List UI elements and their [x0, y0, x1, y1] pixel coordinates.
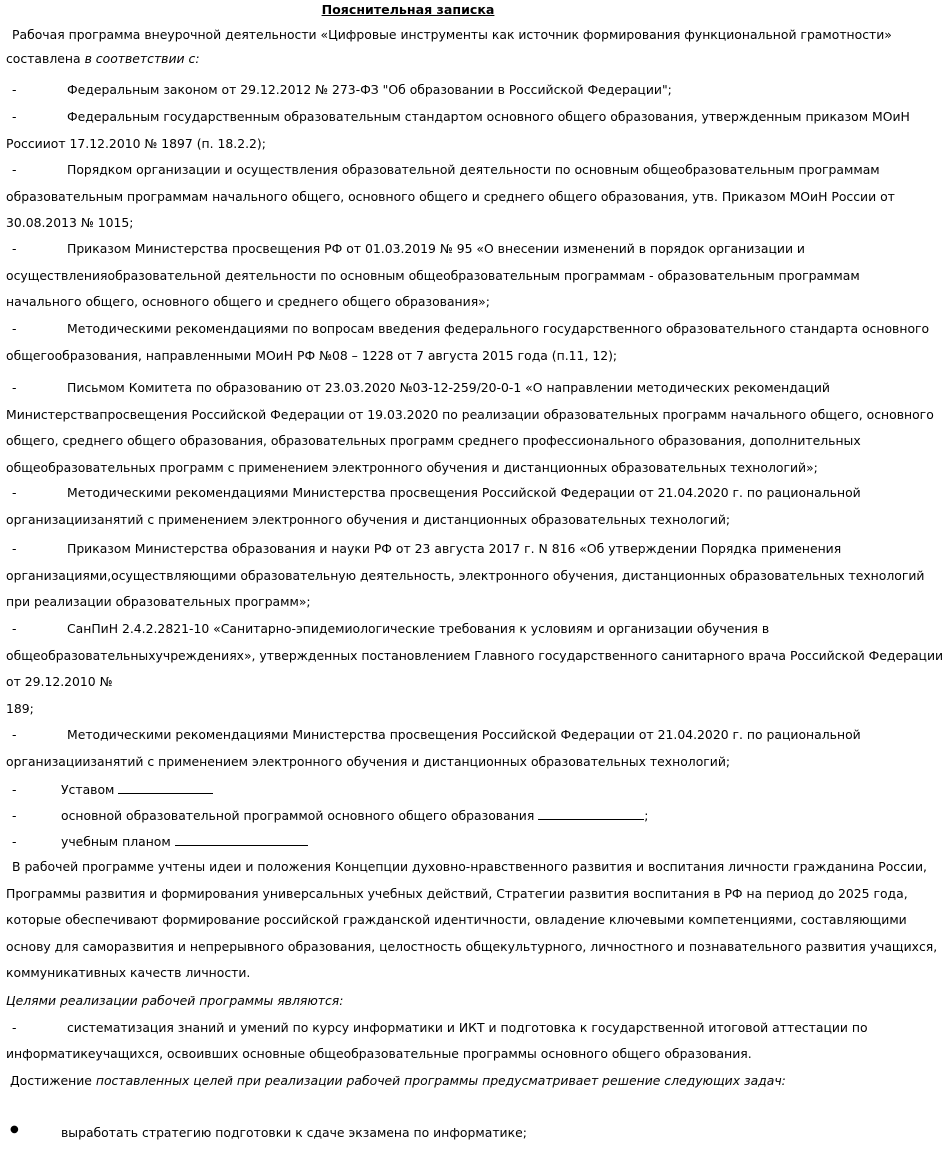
para-line: основу для саморазвития и непрерывного образования, целостность общекультурного, личностного и познавательного развития учащихся, — [6, 938, 938, 954]
blank-line — [538, 805, 644, 820]
ustav-label: Уставом — [61, 782, 115, 797]
item-line: Министерствапросвещения Российской Федерации от 19.03.2020 по реализации образовательных программ начального общего, основного — [6, 406, 934, 422]
item-line: Федеральным государственным образовательным стандартом основного общего образования, утвержденным приказом МОиН — [67, 109, 910, 124]
item-line: при реализации образовательных программ»; — [6, 594, 311, 609]
intro-paragraph — [6, 22, 892, 72]
dash: - — [12, 727, 17, 742]
item-line: начального общего, основного общего и среднего общего образования»; — [6, 294, 490, 309]
tasks-italic: поставленных целей при реализации рабочей программы предусматривает решение следующих задач: — [95, 1073, 786, 1088]
oop-end: ; — [644, 808, 649, 823]
blank-line — [118, 779, 213, 794]
dash: - — [12, 485, 17, 500]
dash: - — [12, 241, 17, 256]
dash: - — [12, 1020, 17, 1035]
item-line: Методическими рекомендациями Министерства просвещения Российской Федерации от 21.04.2020 г. по рациональной — [67, 485, 861, 500]
item-line: общеобразовательных программ с применением электронного обучения и дистанционных образовательных технологий»; — [6, 459, 818, 475]
dash: - — [12, 621, 17, 636]
item-line: общеобразовательныхучреждениях», утвержденных постановлением Главного государственного санитарного врача Российской Федерации — [6, 647, 943, 663]
goals-heading: Целями реализации рабочей программы являются: — [6, 993, 344, 1008]
intro-line: Рабочая программа внеурочной деятельности «Цифровые инструменты как источник формирования функциональной грамотности» — [12, 27, 892, 42]
para-line: Программы развития и формирования универсальных учебных действий, Стратегии развития воспитания в РФ на период до 2025 года, — [6, 885, 908, 901]
dash: - — [12, 109, 17, 124]
item-line: СанПиН 2.4.2.2821-10 «Санитарно-эпидемиологические требования к условиям и организации обучения в — [67, 621, 770, 636]
dash: - — [12, 162, 17, 177]
item-line: общего, среднего общего образования, образовательных программ среднего профессионального образования, дополнительных — [6, 433, 861, 448]
item-line: Россииот 17.12.2010 № 1897 (п. 18.2.2); — [6, 135, 266, 151]
item-line: общегообразования, направленными МОиН РФ №08 – 1228 от 7 августа 2015 года (п.11, 12); — [6, 347, 618, 363]
item-line: Порядком организации и осуществления образовательной деятельности по основным общеобразовательным программам — [67, 162, 880, 177]
item-line: от 29.12.2010 № — [6, 674, 113, 689]
item-line: Приказом Министерства образования и науки РФ от 23 августа 2017 г. N 816 «Об утверждении Порядка применения — [67, 541, 842, 556]
goal-line: информатикеучащихся, освоивших основные общеобразовательные программы основного общего образования. — [6, 1046, 752, 1061]
item-line: организациями,осуществляющими образовательную деятельность, электронного обучения, дистанционных образовательных технологий — [6, 567, 925, 583]
intro-text: составлена — [6, 50, 81, 66]
dash: - — [12, 321, 17, 336]
item-line: образовательным программам начального общего, основного общего и среднего общего образования, утв. Приказом МОиН России от — [6, 188, 895, 204]
oop-label: основной образовательной программой основного общего образования — [61, 808, 535, 823]
plan-label: учебным планом — [61, 834, 171, 849]
dash: - — [12, 541, 17, 556]
para-line: коммуникативных качеств личности. — [6, 965, 251, 980]
tasks-text: Достижение — [10, 1073, 92, 1088]
item-line: Письмом Комитета по образованию от 23.03.2020 №03-12-259/20-0-1 «О направлении методических рекомендаций — [67, 380, 830, 395]
item-line: организациизанятий с применением электронного обучения и дистанционных образовательных технологий; — [6, 753, 731, 769]
item-line: 189; — [6, 700, 34, 716]
dash: - — [12, 782, 17, 797]
para-line: В рабочей программе учтены идеи и положения Концепции духовно-нравственного развития и воспитания личности гражданина России, — [12, 859, 927, 874]
item-line: Методическими рекомендациями по вопросам введения федерального государственного образовательного стандарта основного — [67, 321, 930, 336]
concept-paragraph — [6, 854, 938, 987]
bullet-icon: ● — [10, 1124, 19, 1135]
title: Пояснительная записка — [321, 2, 495, 17]
dash: - — [12, 82, 17, 97]
intro-italic: в соответствии с: — [84, 50, 200, 66]
item-line: осуществленияобразовательной деятельности по основным общеобразовательным программам - образовательным программам — [6, 267, 860, 283]
goal-line: систематизация знаний и умений по курсу информатики и ИКТ и подготовка к государственной итоговой аттестации по — [67, 1020, 868, 1035]
dash: - — [12, 380, 17, 395]
para-line: которые обеспечивают формирование российской гражданской идентичности, овладение ключевыми компетенциями, составляющими — [6, 912, 907, 927]
dash: - — [12, 834, 17, 849]
item-line: Приказом Министерства просвещения РФ от 01.03.2019 № 95 «О внесении изменений в порядок организации и — [67, 241, 805, 256]
item-line: организациизанятий с применением электронного обучения и дистанционных образовательных технологий; — [6, 511, 731, 527]
blank-line — [175, 831, 308, 846]
dash: - — [12, 808, 17, 823]
item-line: 30.08.2013 № 1015; — [6, 215, 134, 230]
item-line: Федеральным законом от 29.12.2012 № 273-ФЗ "Об образовании в Российской Федерации"; — [67, 82, 672, 97]
tasks-heading — [6, 1068, 810, 1095]
task-text: выработать стратегию подготовки к сдаче экзамена по информатике; — [61, 1125, 527, 1140]
item-line: Методическими рекомендациями Министерства просвещения Российской Федерации от 21.04.2020 г. по рациональной — [67, 727, 861, 742]
